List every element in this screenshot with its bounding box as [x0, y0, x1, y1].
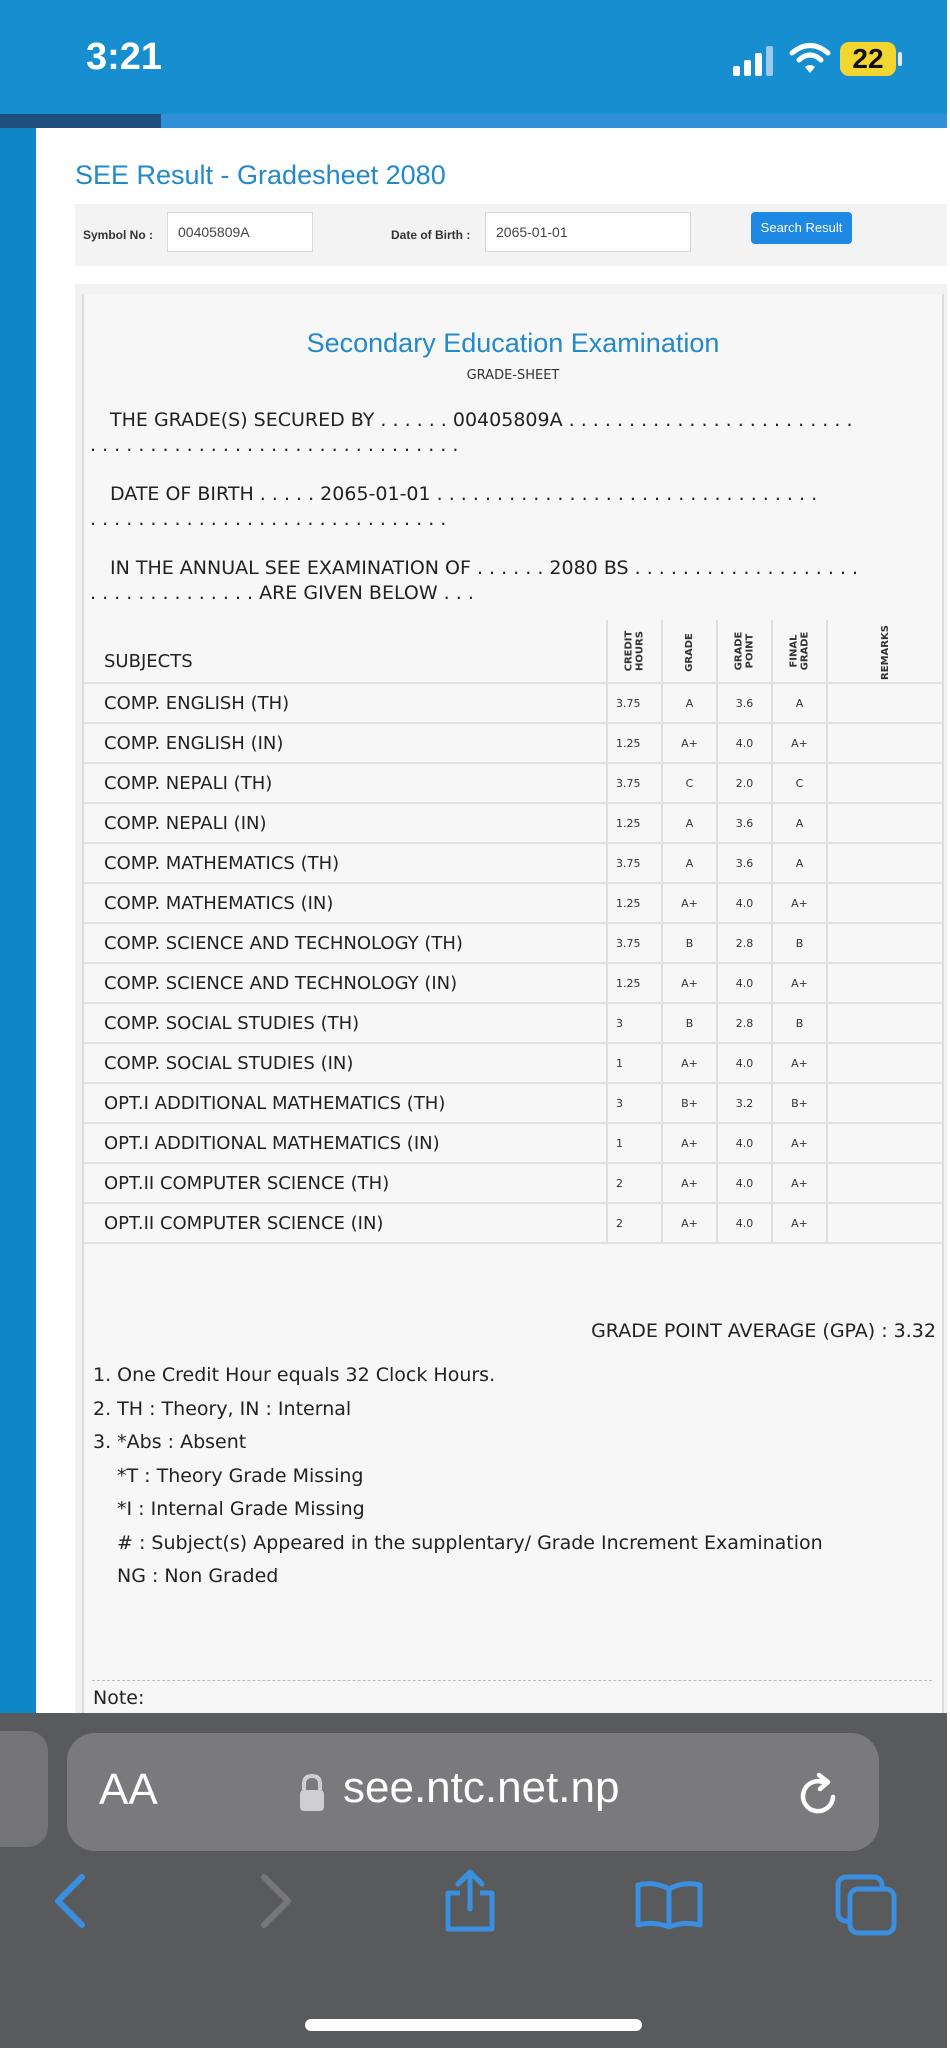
- subject-cell: COMP. SOCIAL STUDIES (TH): [84, 1003, 607, 1043]
- dob-input[interactable]: 2065-01-01: [485, 212, 691, 252]
- final-grade-cell: A+: [772, 1043, 827, 1083]
- note-item: NG : Non Graded: [117, 1565, 279, 1587]
- note-item: # : Subject(s) Appeared in the supplentary/ Grade Increment Examination: [117, 1531, 823, 1554]
- subject-cell: COMP. ENGLISH (TH): [84, 683, 607, 723]
- remarks-cell: [827, 963, 942, 1003]
- secured-by-line: THE GRADE(S) SECURED BY . . . . . . 00405809A . . . . . . . . . . . . . . . . . . . . . . . .: [110, 409, 853, 431]
- exam-line-continued: . . . . . . . . . . . . . . ARE GIVEN BELOW . . .: [90, 582, 474, 604]
- final-grade-cell: A+: [772, 963, 827, 1003]
- grade-point-cell: 4.0: [717, 1043, 772, 1083]
- remarks-cell: [827, 723, 942, 763]
- status-time: 3:21: [86, 36, 163, 78]
- grade-header: GRADE: [662, 620, 717, 683]
- grade-point-cell: 2.8: [717, 1003, 772, 1043]
- note-item: *I : Internal Grade Missing: [117, 1498, 365, 1520]
- home-indicator: [305, 2019, 642, 2031]
- battery-nub: [898, 52, 902, 66]
- credit-hours-cell: 2: [607, 1163, 662, 1203]
- table-row: [84, 1163, 942, 1203]
- bookmarks-icon[interactable]: [634, 1879, 704, 1929]
- browser-toolbar: [0, 1713, 947, 2048]
- remarks-cell: [827, 1163, 942, 1203]
- credit-hours-cell: 3.75: [607, 683, 662, 723]
- remarks-cell: [827, 883, 942, 923]
- table-row: [84, 1003, 942, 1043]
- tabs-icon[interactable]: [834, 1873, 900, 1937]
- address-bar[interactable]: [67, 1733, 879, 1851]
- remarks-cell: [827, 1123, 942, 1163]
- final-grade-header: FINAL GRADE: [772, 620, 827, 683]
- credit-hours-cell: 3: [607, 1003, 662, 1043]
- reload-icon[interactable]: [795, 1771, 843, 1819]
- grade-point-cell: 3.6: [717, 803, 772, 843]
- subject-cell: OPT.I ADDITIONAL MATHEMATICS (IN): [84, 1123, 607, 1163]
- table-row: [84, 963, 942, 1003]
- note-item: 3. *Abs : Absent: [93, 1431, 247, 1453]
- credit-hours-cell: 1.25: [607, 803, 662, 843]
- subjects-header: SUBJECTS: [84, 620, 607, 683]
- subject-cell: COMP. MATHEMATICS (IN): [84, 883, 607, 923]
- note-item: *T : Theory Grade Missing: [117, 1464, 364, 1487]
- table-header-row: [84, 620, 942, 683]
- grade-cell: A: [662, 843, 717, 883]
- text-size-button[interactable]: AA: [99, 1765, 158, 1814]
- url-text[interactable]: see.ntc.net.np: [343, 1763, 620, 1812]
- credit-hours-cell: 1: [607, 1123, 662, 1163]
- final-grade-cell: C: [772, 763, 827, 803]
- grade-cell: A+: [662, 1123, 717, 1163]
- grades-table: [84, 620, 942, 1244]
- table-row: [84, 803, 942, 843]
- remarks-cell: [827, 843, 942, 883]
- dob-dots: . . . . . . . . . . . . . . . . . . . . . . . . . . . . . .: [90, 508, 447, 530]
- grade-point-cell: 3.6: [717, 843, 772, 883]
- search-form: [75, 204, 947, 266]
- subject-cell: COMP. SCIENCE AND TECHNOLOGY (IN): [84, 963, 607, 1003]
- dob-line: DATE OF BIRTH . . . . . 2065-01-01 . . . . . . . . . . . . . . . . . . . . . . . . . . . . . . . .: [110, 483, 818, 505]
- grade-cell: B: [662, 1003, 717, 1043]
- grade-point-cell: 4.0: [717, 883, 772, 923]
- grade-point-cell: 2.0: [717, 763, 772, 803]
- share-icon[interactable]: [442, 1869, 498, 1933]
- remarks-cell: [827, 1043, 942, 1083]
- table-row: [84, 1123, 942, 1163]
- subject-cell: COMP. NEPALI (IN): [84, 803, 607, 843]
- remarks-cell: [827, 803, 942, 843]
- credit-hours-cell: 3.75: [607, 763, 662, 803]
- gradesheet-label: GRADE-SHEET: [466, 368, 560, 383]
- credit-hours-cell: 1: [607, 1043, 662, 1083]
- final-grade-cell: A+: [772, 1203, 827, 1243]
- credit-hours-cell: 3: [607, 1083, 662, 1123]
- subject-cell: COMP. SCIENCE AND TECHNOLOGY (TH): [84, 923, 607, 963]
- final-grade-cell: A: [772, 803, 827, 843]
- grade-cell: A+: [662, 723, 717, 763]
- grade-cell: A+: [662, 1163, 717, 1203]
- table-row: [84, 683, 942, 723]
- page-load-progress-fill: [0, 114, 161, 128]
- gpa-summary: GRADE POINT AVERAGE (GPA) : 3.32: [591, 1320, 936, 1342]
- credit-hours-cell: 2: [607, 1203, 662, 1243]
- note-heading: Note:: [93, 1687, 145, 1709]
- grade-cell: B+: [662, 1083, 717, 1123]
- lock-icon: [297, 1773, 327, 1813]
- status-bar: [0, 0, 947, 114]
- table-row: [84, 923, 942, 963]
- final-grade-cell: A+: [772, 1163, 827, 1203]
- remarks-cell: [827, 923, 942, 963]
- exam-title: Secondary Education Examination: [306, 328, 720, 358]
- left-edge-bar: [0, 128, 36, 1713]
- final-grade-cell: A+: [772, 723, 827, 763]
- final-grade-cell: A: [772, 683, 827, 723]
- final-grade-cell: A+: [772, 883, 827, 923]
- notes-divider: [92, 1680, 932, 1681]
- grade-point-header: GRADE POINT: [717, 620, 772, 683]
- remarks-header: REMARKS: [827, 620, 942, 683]
- subject-cell: COMP. MATHEMATICS (TH): [84, 843, 607, 883]
- page-title: SEE Result - Gradesheet 2080: [75, 160, 446, 190]
- table-row: [84, 1083, 942, 1123]
- notes-list: [93, 1359, 823, 1594]
- remarks-cell: [827, 1003, 942, 1043]
- table-row: [84, 1203, 942, 1243]
- search-result-button[interactable]: Search Result: [751, 212, 852, 244]
- credit-hours-cell: 3.75: [607, 923, 662, 963]
- grade-cell: A+: [662, 1203, 717, 1243]
- final-grade-cell: A: [772, 843, 827, 883]
- remarks-cell: [827, 1083, 942, 1123]
- exam-line: IN THE ANNUAL SEE EXAMINATION OF . . . . . . 2080 BS . . . . . . . . . . . . . . . . . . .: [110, 557, 859, 579]
- battery-icon: 22: [840, 42, 896, 76]
- grade-cell: A+: [662, 1043, 717, 1083]
- note-item: 2. TH : Theory, IN : Internal: [93, 1397, 352, 1420]
- credit-hours-cell: 1.25: [607, 723, 662, 763]
- grade-cell: C: [662, 763, 717, 803]
- final-grade-cell: B: [772, 923, 827, 963]
- table-row: [84, 723, 942, 763]
- subject-cell: OPT.II COMPUTER SCIENCE (TH): [84, 1163, 607, 1203]
- credit-hours-cell: 1.25: [607, 963, 662, 1003]
- remarks-cell: [827, 1203, 942, 1243]
- grade-cell: A: [662, 803, 717, 843]
- dob-label: Date of Birth :: [391, 228, 471, 242]
- grade-point-cell: 4.0: [717, 1163, 772, 1203]
- final-grade-cell: B+: [772, 1083, 827, 1123]
- grade-point-cell: 2.8: [717, 923, 772, 963]
- grade-cell: A: [662, 683, 717, 723]
- table-row: [84, 763, 942, 803]
- grade-point-cell: 4.0: [717, 1203, 772, 1243]
- credit-hours-cell: 3.75: [607, 843, 662, 883]
- secured-by-dots: . . . . . . . . . . . . . . . . . . . . . . . . . . . . . . .: [90, 434, 459, 456]
- forward-icon[interactable]: [256, 1873, 296, 1929]
- grade-point-cell: 3.2: [717, 1083, 772, 1123]
- previous-tab-peek[interactable]: [0, 1731, 48, 1847]
- grade-point-cell: 4.0: [717, 963, 772, 1003]
- subject-cell: COMP. ENGLISH (IN): [84, 723, 607, 763]
- page-load-progress: [0, 114, 947, 128]
- web-page: [36, 128, 947, 1713]
- grade-cell: A+: [662, 883, 717, 923]
- back-icon[interactable]: [50, 1873, 90, 1929]
- final-grade-cell: B: [772, 1003, 827, 1043]
- final-grade-cell: A+: [772, 1123, 827, 1163]
- symbol-no-label: Symbol No :: [83, 228, 154, 242]
- subject-cell: OPT.I ADDITIONAL MATHEMATICS (TH): [84, 1083, 607, 1123]
- remarks-cell: [827, 683, 942, 723]
- gradesheet: [82, 294, 944, 1713]
- table-row: [84, 883, 942, 923]
- subject-cell: OPT.II COMPUTER SCIENCE (IN): [84, 1203, 607, 1243]
- credit-hours-header: CREDIT HOURS: [607, 620, 662, 683]
- subject-cell: COMP. SOCIAL STUDIES (IN): [84, 1043, 607, 1083]
- grade-point-cell: 3.6: [717, 683, 772, 723]
- grade-point-cell: 4.0: [717, 1123, 772, 1163]
- credit-hours-cell: 1.25: [607, 883, 662, 923]
- subject-cell: COMP. NEPALI (TH): [84, 763, 607, 803]
- grade-cell: A+: [662, 963, 717, 1003]
- remarks-cell: [827, 763, 942, 803]
- table-row: [84, 1043, 942, 1083]
- wifi-icon: [790, 42, 830, 74]
- grade-point-cell: 4.0: [717, 723, 772, 763]
- signal-icon: [733, 44, 779, 76]
- note-item: 1. One Credit Hour equals 32 Clock Hours.: [93, 1364, 496, 1386]
- symbol-no-input[interactable]: 00405809A: [167, 212, 313, 252]
- grade-cell: B: [662, 923, 717, 963]
- table-row: [84, 843, 942, 883]
